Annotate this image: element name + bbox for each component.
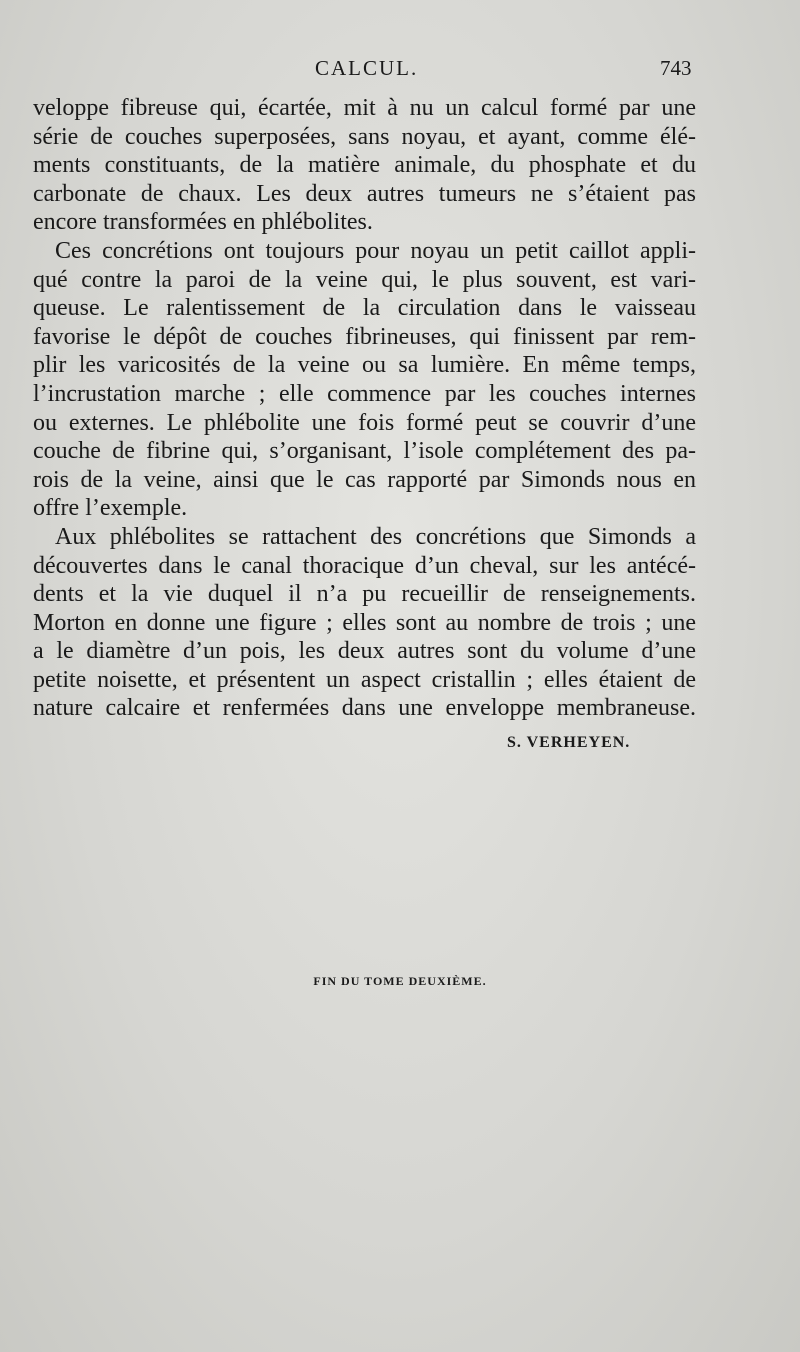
text-line: a le diamètre d’un pois, les deux autres sont du volume d’une xyxy=(33,638,696,665)
text-line: l’incrustation marche ; elle commence par les couches internes xyxy=(33,380,696,407)
text-line: queuse. Le ralentissement de la circulation dans le vaisseau xyxy=(33,295,696,322)
text-line: plir les varicosités de la veine ou sa lumière. En même temps, xyxy=(33,352,696,379)
page-number: 743 xyxy=(660,56,692,80)
body-text xyxy=(33,94,696,723)
text-line: dents et la vie duquel il n’a pu recueillir de renseignements. xyxy=(33,581,696,608)
end-of-volume-note: FIN DU TOME DEUXIÈME. xyxy=(313,974,487,988)
text-line: carbonate de chaux. Les deux autres tumeurs ne s’étaient pas xyxy=(33,180,696,207)
text-line: qué contre la paroi de la veine qui, le plus souvent, est vari- xyxy=(33,266,696,293)
author-signature: S. VERHEYEN. xyxy=(507,734,631,751)
text-line: découvertes dans le canal thoracique d’un cheval, sur les antécé- xyxy=(33,552,696,579)
running-head: CALCUL. xyxy=(315,56,419,80)
text-line: Morton en donne une figure ; elles sont au nombre de trois ; une xyxy=(33,609,696,636)
text-line: Aux phlébolites se rattachent des concrétions que Simonds a xyxy=(55,523,696,550)
text-line: ou externes. Le phlébolite une fois formé peut se couvrir d’une xyxy=(33,409,696,436)
text-line: nature calcaire et renfermées dans une enveloppe membraneuse. xyxy=(33,695,696,722)
text-line: couche de fibrine qui, s’organisant, l’isole complétement des pa- xyxy=(33,438,696,465)
page-header xyxy=(0,56,800,86)
text-line: veloppe fibreuse qui, écartée, mit à nu un calcul formé par une xyxy=(33,95,696,121)
text-line: série de couches superposées, sans noyau, et ayant, comme élé- xyxy=(33,123,696,150)
text-line: favorise le dépôt de couches fibrineuses, qui finissent par rem- xyxy=(33,323,696,350)
text-line: Ces concrétions ont toujours pour noyau un petit caillot appli- xyxy=(55,237,696,264)
text-line: rois de la veine, ainsi que le cas rapporté par Simonds nous en xyxy=(33,466,696,493)
text-line: encore transformées en phlébolites. xyxy=(33,209,373,236)
text-line: petite noisette, et présentent un aspect cristallin ; elles étaient de xyxy=(33,666,696,693)
text-line: ments constituants, de la matière animale, du phosphate et du xyxy=(33,152,696,179)
text-line: offre l’exemple. xyxy=(33,495,188,522)
